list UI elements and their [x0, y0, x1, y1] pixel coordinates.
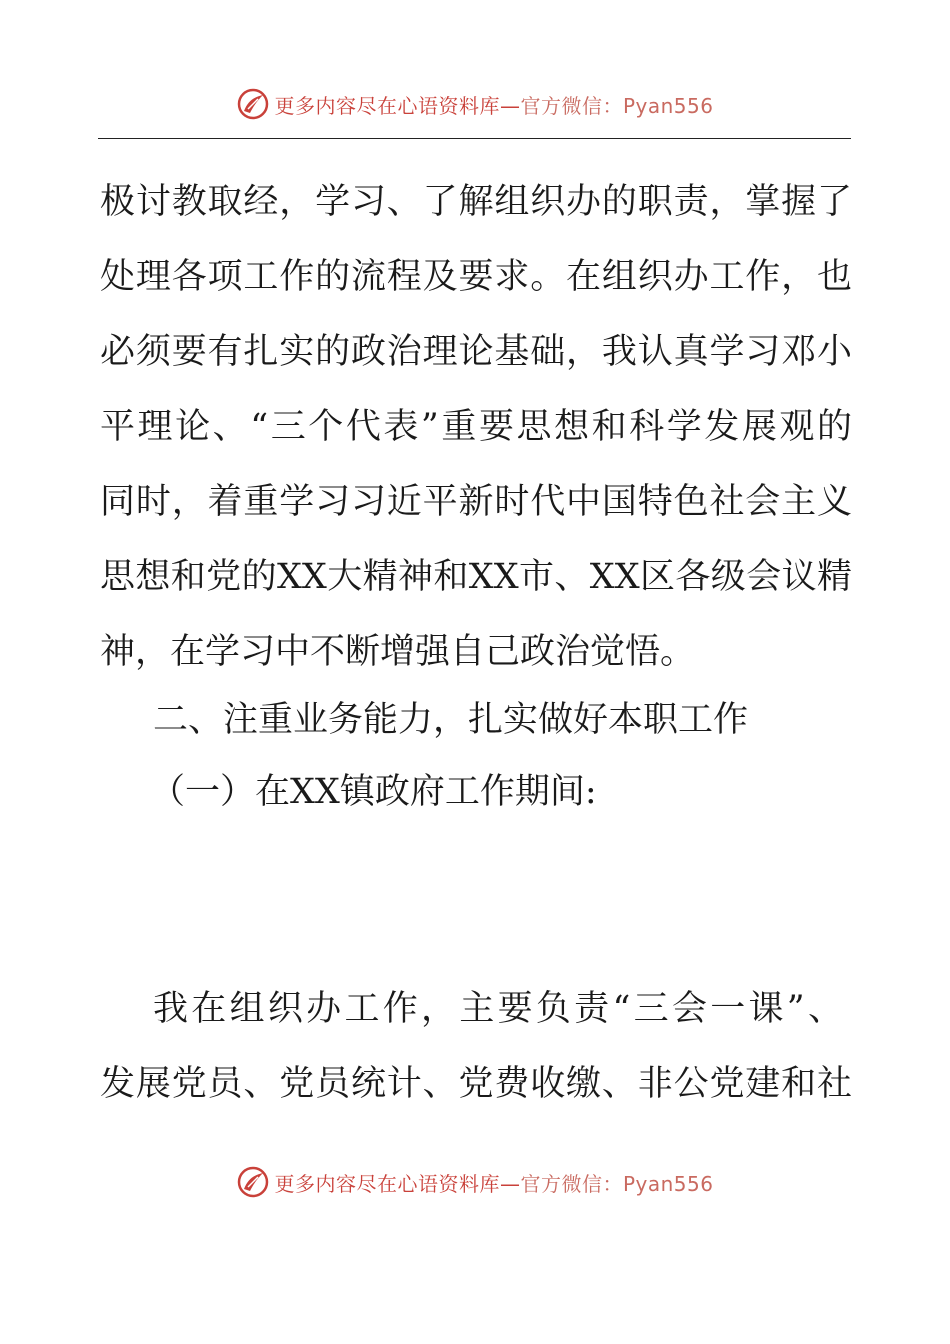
watermark-text [274, 90, 713, 119]
brand-logo-icon [236, 1165, 270, 1199]
body-line: 思想和党的XX大精神和XX市、XX区各级会议精 [100, 557, 852, 597]
body-line: 处理各项工作的流程及要求。在组织办工作，也 [100, 257, 852, 297]
watermark-site-text: 更多内容尽在心语资料库— [274, 1171, 521, 1196]
watermark-wechat-text: 官方微信：Pyan556 [520, 93, 714, 118]
header-divider [98, 138, 851, 139]
header-watermark [0, 84, 950, 124]
subsection-heading: （一）在XX镇政府工作期间: [150, 772, 597, 812]
body-line: 神，在学习中不断增强自己政治觉悟。 [100, 632, 696, 672]
brand-logo-icon [236, 87, 270, 121]
watermark-site-text: 更多内容尽在心语资料库— [274, 93, 521, 118]
section-heading: 二、注重业务能力，扎实做好本职工作 [153, 700, 749, 740]
body-line: 平理论、“三个代表”重要思想和科学发展观的 [100, 407, 852, 447]
body-line: 同时，着重学习习近平新时代中国特色社会主义 [100, 482, 852, 522]
watermark-text [274, 1168, 713, 1197]
body-line: 发展党员、党员统计、党费收缴、非公党建和社 [100, 1064, 852, 1104]
footer-watermark [0, 1162, 950, 1202]
body-line: 我在组织办工作，主要负责“三会一课”、 [153, 989, 843, 1029]
body-line: 必须要有扎实的政治理论基础，我认真学习邓小 [100, 332, 852, 372]
watermark-wechat-text: 官方微信：Pyan556 [520, 1171, 714, 1196]
body-line: 极讨教取经，学习、了解组织办的职责，掌握了 [100, 182, 852, 222]
